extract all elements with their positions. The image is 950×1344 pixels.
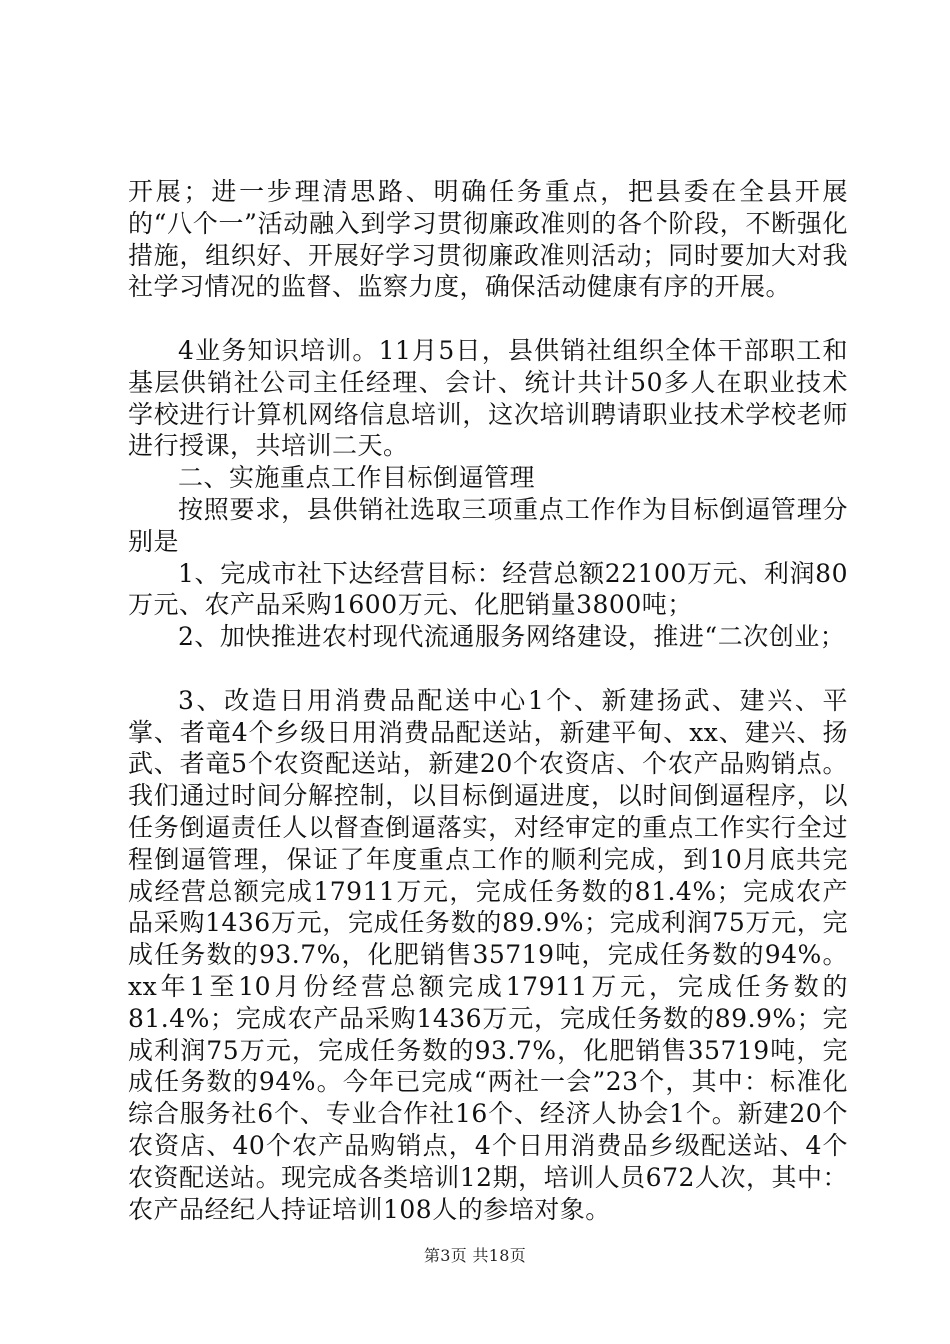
document-body (128, 176, 848, 1225)
list-item-1: 1、完成市社下达经营目标：经营总额22100万元、利润80万元、农产品采购1600万元、化肥销量3800吨； (128, 558, 848, 620)
paragraph-training: 4业务知识培训。11月5日，县供销社组织全体干部职工和基层供销社公司主任经理、会计、统计共计50多人在职业技术学校进行计算机网络信息培训，这次培训聘请职业技术学校老师进行授课，共培训二天。 (128, 335, 848, 461)
page-footer: 第3页 共18页 (423, 1246, 527, 1265)
paragraph-continuation: 开展；进一步理清思路、明确任务重点，把县委在全县开展的“八个一”活动融入到学习贯彻廉政准则的各个阶段，不断强化措施，组织好、开展好学习贯彻廉政准则活动；同时要加大对我社学习情况的监督、监察力度，确保活动健康有序的开展。 (128, 177, 848, 302)
list-item-3: 3、改造日用消费品配送中心1个、新建扬武、建兴、平掌、者竜4个乡级日用消费品配送站，新建平甸、xx、建兴、扬武、者竜5个农资配送站，新建20个农资店、个农产品购销点。我们通过时间分解控制，以目标倒逼进度，以时间倒逼程序，以任务倒逼责任人以督查倒逼落实，对经审定的重点工作实行全过程倒逼管理，保证了年度重点工作的顺利完成，到10月底共完成经营总额完成17911万元，完成任务数的81.4%；完成农产品采购1436万元，完成任务数的89.9%；完成利润75万元，完成任务数的93.7%，化肥销售35719吨，完成任务数的94%。xx年1至10月份经营总额完成17911万元，完成任务数的81.4%；完成农产品采购1436万元，完成任务数的89.9%；完成利润75万元，完成任务数的93.7%，化肥销售35719吨，完成任务数的94%。今年已完成“两社一会”23个，其中：标准化综合服务社6个、专业合作社16个、经济人协会1个。新建20个农资店、40个农产品购销点，4个日用消费品乡级配送站、4个农资配送站。现完成各类培训12期，培训人员672人次，其中：农产品经纪人持证培训108人的参培对象。 (128, 685, 848, 1224)
section-heading: 二、实施重点工作目标倒逼管理 (178, 463, 536, 493)
list-item-2: 2、加快推进农村现代流通服务网络建设，推进“二次创业； (178, 622, 846, 652)
paragraph-requirements: 按照要求，县供销社选取三项重点工作作为目标倒逼管理分别是 (128, 494, 848, 556)
